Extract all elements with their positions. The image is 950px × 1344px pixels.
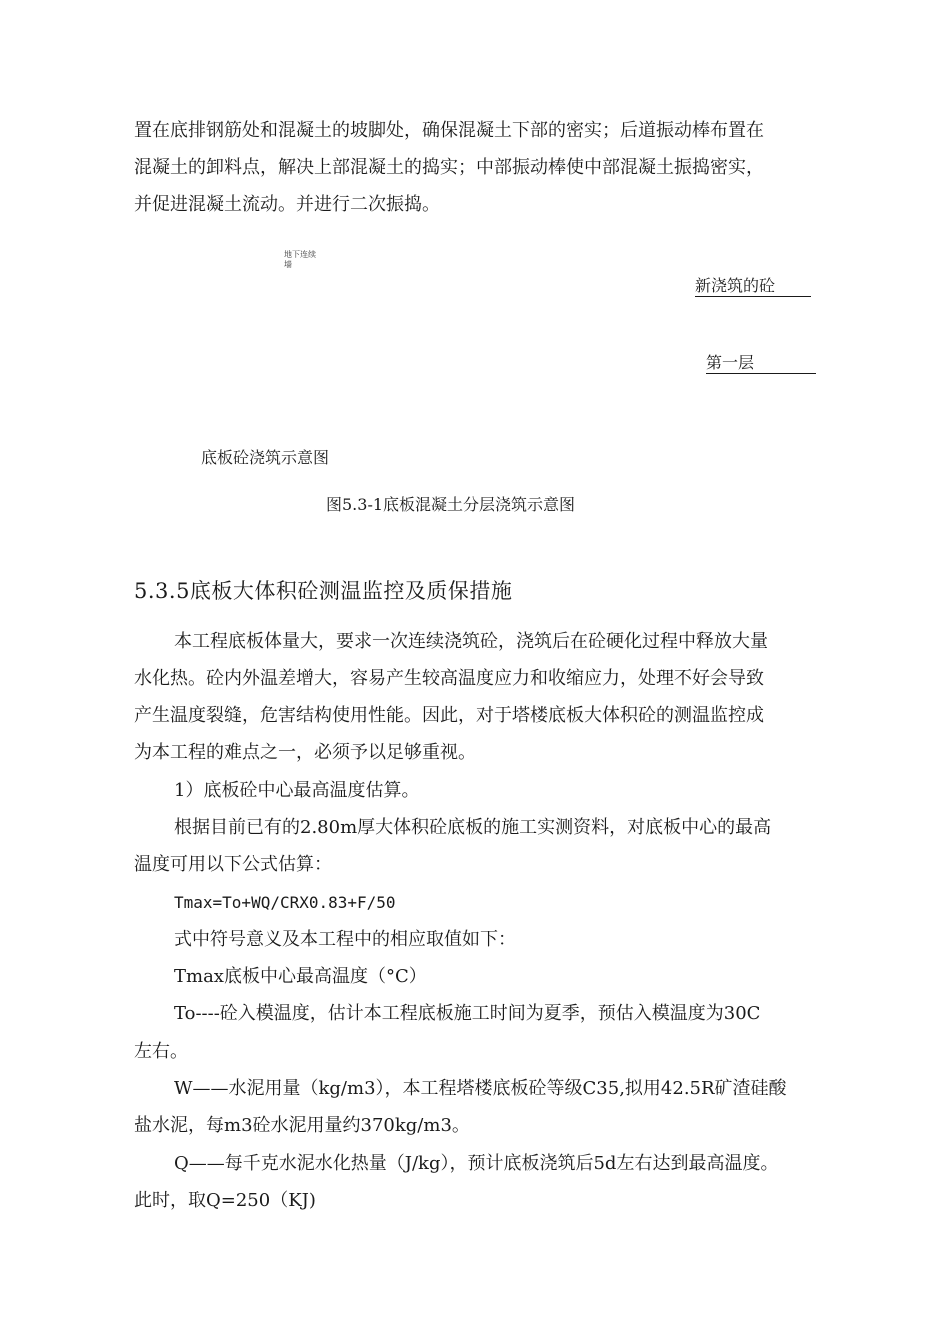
paragraph-line: 置在底排钢筋处和混凝土的坡脚处，确保混凝土下部的密实；后道振动棒布置在 [134,120,764,141]
list-item-heading: 1）底板砼中心最高温度估算。 [174,780,420,801]
body-line: 根据目前已有的2.80m厚大体积砼底板的施工实测资料，对底板中心的最高 [174,817,772,838]
paragraph-line: 并促进混凝土流动。并进行二次振捣。 [134,194,440,215]
body-line: 水化热。砼内外温差增大，容易产生较高温度应力和收缩应力，处理不好会导致 [134,668,764,689]
paragraph-line: 混凝土的卸料点，解决上部混凝土的捣实；中部振动棒使中部混凝土振捣密实， [134,157,764,178]
figure-label-new-pour: 新浇筑的砼 [695,276,811,297]
body-line: 左右。 [134,1041,188,1062]
symbol-definition: W——水泥用量（kg/m3），本工程塔楼底板砼等级C35,拟用42.5R矿渣硅酸 [174,1078,787,1099]
body-line: 温度可用以下公式估算： [134,854,332,875]
body-line: 盐水泥，每m3砼水泥用量约370kg/m3。 [134,1115,470,1136]
body-line: 式中符号意义及本工程中的相应取值如下： [174,929,516,950]
body-line: 产生温度裂缝，危害结构使用性能。因此，对于塔楼底板大体积砼的测温监控成 [134,705,764,726]
figure-label-wall: 地下连续 [284,250,316,259]
body-line: 此时，取Q=250（KJ) [134,1190,316,1211]
formula: Tmax=To+WQ/CRX0.83+F/50 [174,893,396,912]
body-line: 本工程底板体量大，要求一次连续浇筑砼，浇筑后在砼硬化过程中释放大量 [174,631,768,652]
section-heading: 5.3.5底板大体积砼测温监控及质保措施 [134,579,513,603]
symbol-definition: Q——每千克水泥水化热量（J/kg），预计底板浇筑后5d左右达到最高温度。 [174,1153,779,1174]
figure-label-wall-2: 墙 [284,260,292,269]
symbol-definition: To----砼入模温度，估计本工程底板施工时间为夏季，预估入模温度为30C [174,1003,761,1024]
body-line: 为本工程的难点之一，必须予以足够重视。 [134,742,476,763]
sketch-caption: 底板砼浇筑示意图 [201,448,330,467]
figure-caption: 图5.3-1底板混凝土分层浇筑示意图 [326,495,576,514]
symbol-definition: Tmax底板中心最高温度（°C） [174,966,427,987]
figure-label-first-layer: 第一层 [706,353,816,374]
